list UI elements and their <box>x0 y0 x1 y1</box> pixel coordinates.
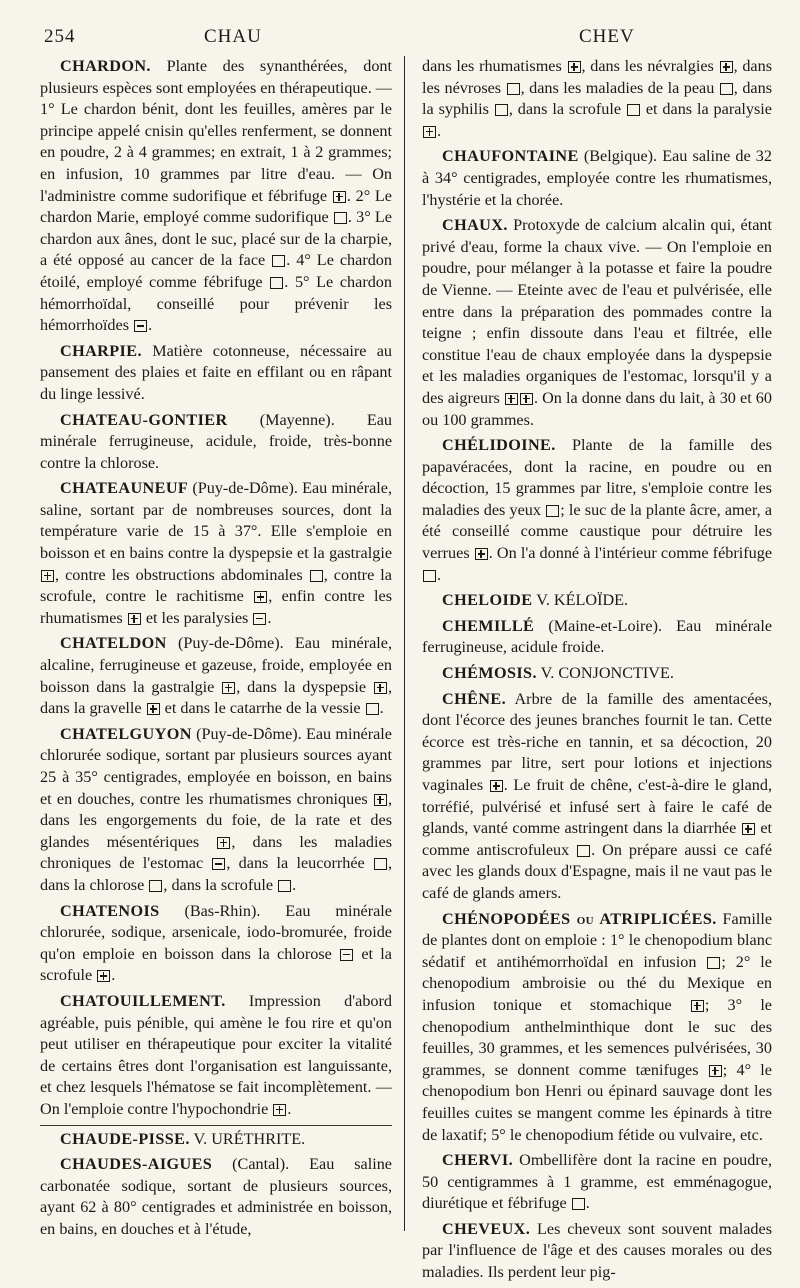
plus-box-icon <box>333 191 346 203</box>
entry-headword: CHÉNOPODÉES ou ATRIPLICÉES. <box>442 909 717 928</box>
empty-box-icon <box>366 703 379 715</box>
entry-text: V. CONJONCTIVE. <box>540 664 674 683</box>
entry-headword: CHELOIDE <box>442 591 533 610</box>
minus-box-icon <box>134 320 147 332</box>
empty-box-icon <box>507 83 520 95</box>
dictionary-entry <box>422 435 772 586</box>
entry-text: V. KÉLOÏDE. <box>536 591 629 610</box>
plus-box-icon <box>147 703 160 715</box>
plus-box-icon <box>273 1104 286 1116</box>
empty-box-icon <box>495 104 508 116</box>
entry-text: Plante des synanthérées, dont plusieurs espèces sont employées en thérapeutique. — 1° Le chardon bénit, dont les feuilles, amères par le principe appelé cnisin qu'elles renferment, se donnent en poudre, 2 à 4 grammes; en extrait, 1 à 2 grammes; en infusion, 10 grammes par litre d'eau. — On l'administre comme sudorifique et fébrifuge . 2° Le chardon Marie, employé comme sudorifique . 3° Le chardon aux ânes, dont le suc, placé sur de la charpie, a été opposé au cancer de la face . 4° Le chardon étoilé, employé comme fébrifuge . 5° Le chardon hémorrhoïdal, conseillé pour prévenir les hémorrhoïdes . <box>40 57 393 335</box>
plus-box-icon <box>254 591 267 603</box>
entry-text: Protoxyde de calcium alcalin qui, étant privé d'eau, forme la chaux vive. — On l'emploie en poudre, pour mélanger à la potasse et faire la poudre de Vienne. — Eteinte avec de l'eau et pulvérisée, elle entre dans la préparation des pommades contre la teigne ; enfin dissoute dans l'eau et filtrée, elle constitue l'eau de chaux employée dans la dyspepsie et les maladies organiques de l'estomac, lorsqu'il y a des aigreurs . On la donne dans du lait, à 30 et 60 ou 100 grammes. <box>422 216 773 429</box>
entry-headword: CHÉLIDOINE. <box>442 436 556 455</box>
dictionary-entry <box>40 478 392 629</box>
plus-box-icon <box>41 570 54 582</box>
plus-box-icon <box>709 1065 722 1077</box>
entry-headword: CHATENOIS <box>60 901 160 920</box>
dictionary-entry <box>422 616 772 659</box>
plus-box-icon <box>475 548 488 560</box>
plus-box-icon <box>691 1000 704 1012</box>
entry-text: Ombellifère dont la racine en poudre, 50 centigrammes à 1 gramme, est emménagogue, diurétique et fébrifuge . <box>422 1151 772 1213</box>
entry-headword: CHATEAUNEUF <box>60 479 189 498</box>
entry-headword: CHÊNE. <box>442 689 507 708</box>
plus-box-icon <box>742 823 755 835</box>
dictionary-entry <box>40 633 392 719</box>
entry-text: Famille de plantes dont on emploie : 1° le chenopodium blanc sédatif et antihémorrhoïdal en infusion ; 2° le chenopodium ambroisie ou thé du Mexique en infusion tonique et stomachique ; 3° le chenopodium anthelminthique dont le suc des feuilles, 30 grammes, et les semences pulvérisées, 30 grammes, se donnent comme tænifuges ; 4° le chenopodium bon Henri ou épinard sauvage dont les feuilles cuites se mangent comme les épinards à titre de laxatif; 5° le chenopodium fétide ou vulvaire, etc. <box>422 909 773 1144</box>
dictionary-entry <box>422 1219 772 1284</box>
dictionary-entry <box>422 146 772 211</box>
entry-text: (Puy-de-Dôme). Eau minérale chlorurée sodique, sortant par plusieurs sources ayant 25 à 35° centigrades, employée en boisson, en bains et en douches, contre les rhumatismes chroniques , dans les engorgements du foie, de la rate et des glandes mésentériques , dans les maladies chroniques de l'estomac , dans la leucorrhée , dans la chlorose , dans la scrofule . <box>40 724 393 894</box>
dictionary-entry <box>40 724 392 897</box>
entry-headword: CHATEAU-GONTIER <box>60 410 228 429</box>
empty-box-icon <box>423 570 436 582</box>
plus-box-icon <box>97 970 110 982</box>
dictionary-entry <box>40 56 392 337</box>
entry-headword: CHÉMOSIS. <box>442 664 537 683</box>
entry-text: dans les rhumatismes , dans les névralgies , dans les névroses , dans les maladies de la peau , dans la syphilis , dans la scrofule et dans la paralysie . <box>422 57 773 140</box>
entry-headword: CHEVEUX. <box>442 1219 531 1238</box>
plus-box-icon <box>568 61 581 73</box>
right-column <box>422 56 772 1288</box>
entry-headword: CHARPIE. <box>60 341 142 360</box>
page-number: 254 <box>44 26 76 47</box>
empty-box-icon <box>149 880 162 892</box>
dictionary-entry <box>40 1154 392 1240</box>
plus-box-icon <box>520 393 533 405</box>
dictionary-entry <box>40 1125 392 1151</box>
empty-box-icon <box>278 880 291 892</box>
entry-text: (Puy-de-Dôme). Eau minérale, alcaline, ferrugineuse et gazeuse, froide, employée en boisson dans la gastralgie , dans la dyspepsie , dans la gravelle et dans le catarrhe de la vessie . <box>40 634 392 718</box>
entry-headword: CHARDON. <box>60 57 151 75</box>
entry-headword: CHAUX. <box>442 216 508 235</box>
empty-box-icon <box>627 104 640 116</box>
plus-box-icon <box>490 780 503 792</box>
entry-text: (Bas-Rhin). Eau minérale chlorurée, sodique, arsenicale, iodo-bromurée, froide qu'on emploie en boisson dans la chlorose et la scrofule . <box>40 901 392 985</box>
entry-text: Impression d'abord agréable, puis pénible, qui amène le fou rire et qu'on peut utiliser en thérapeutique pour exciter la vitalité de certains êtres dont l'organisation est languissante, et chez lesquels l'hématose se fait incomplètement. — On l'emploie contre l'hypochondrie . <box>40 991 392 1118</box>
entry-headword: CHATELDON <box>60 634 167 653</box>
running-head-right: CHEV <box>579 26 635 47</box>
entry-headword: CHAUFONTAINE <box>442 147 579 166</box>
dictionary-entry <box>40 341 392 406</box>
left-column <box>40 56 392 1244</box>
entry-headword: CHERVI. <box>442 1151 514 1170</box>
empty-box-icon <box>334 212 347 224</box>
entry-headword: CHAUDE-PISSE. <box>60 1129 190 1148</box>
entry-headword: CHATOUILLEMENT. <box>60 991 226 1010</box>
empty-box-icon <box>577 845 590 857</box>
entry-text: Arbre de la famille des amentacées, dont l'écorce des jeunes branches fournit le tan. Cette écorce est très-riche en tannin, et sa décoction, 20 grammes par litre, sert pour lotions et injections vaginales . Le fruit de chêne, c'est-à-dire le gland, torréfié, pulvérisé et infusé sert à faire le café de glands, vanté comme astringent dans la diarrhée et comme antiscrofuleux . On prépare aussi ce café avec les glands doux d'Espagne, mais il ne vaut pas le café de glands amers. <box>422 689 773 902</box>
dictionary-entry <box>422 689 772 905</box>
entry-text: Matière cotonneuse, nécessaire au pansement des plaies et faite en effilant ou en râpant du linge lessivé. <box>40 341 393 403</box>
plus-box-icon <box>374 794 387 806</box>
minus-box-icon <box>340 949 353 961</box>
dictionary-entry <box>422 215 772 431</box>
empty-box-icon <box>272 255 285 267</box>
entry-headword: CHEMILLÉ <box>442 616 535 635</box>
page-header <box>44 26 762 52</box>
empty-box-icon <box>720 83 733 95</box>
empty-box-icon <box>707 957 720 969</box>
entry-text: (Puy-de-Dôme). Eau minérale, saline, sortant par de nombreuses sources, dont la température varie de 15 à 37°. Elle s'emploie en boisson et en bains contre la dyspepsie et la gastralgie , contre les obstructions abdominales , contre la scrofule, contre le rachitisme , enfin contre les rhumatismes et les paralysies . <box>40 479 393 627</box>
minus-box-icon <box>212 858 225 870</box>
empty-box-icon <box>270 277 283 289</box>
plus-box-icon <box>217 837 230 849</box>
minus-box-icon <box>253 613 266 625</box>
entry-text: Plante de la famille des papavéracées, dont la racine, en poudre ou en décoction, 15 grammes par litre, s'emploie contre les maladies des yeux ; le suc de la plante âcre, amer, a été conseillé comme caustique pour détruire les verrues . On l'a donné à l'intérieur comme fébrifuge . <box>422 436 773 584</box>
plus-box-icon <box>374 682 387 694</box>
dictionary-entry <box>422 590 772 612</box>
column-divider <box>404 56 405 1231</box>
running-head-left: CHAU <box>204 26 262 47</box>
empty-box-icon <box>374 858 387 870</box>
entry-text: (Belgique). Eau saline de 32 à 34° centigrades, employée contre les rhumatismes, l'hystérie et la chorée. <box>422 147 772 209</box>
empty-box-icon <box>572 1198 585 1210</box>
entry-text: (Maine-et-Loire). Eau minérale ferrugineuse, acidule froide. <box>422 616 773 657</box>
entry-headword: CHATELGUYON <box>60 724 192 743</box>
entry-text: (Mayenne). Eau minérale ferrugineuse, acidule, froide, très-bonne contre la chlorose. <box>40 410 392 472</box>
plus-box-icon <box>128 613 141 625</box>
empty-box-icon <box>546 505 559 517</box>
plus-box-icon <box>423 126 436 138</box>
empty-box-icon <box>310 570 323 582</box>
dictionary-entry <box>422 1150 772 1215</box>
entry-text: Les cheveux sont souvent malades par l'influence de l'âge et des causes morales ou des maladies. Ils perdent leur pig- <box>422 1219 772 1282</box>
dictionary-entry <box>40 901 392 987</box>
plus-box-icon <box>222 682 235 694</box>
plus-box-icon <box>720 61 733 73</box>
entry-headword: CHAUDES-AIGUES <box>60 1155 213 1174</box>
dictionary-entry <box>422 663 772 685</box>
dictionary-entry <box>422 909 772 1147</box>
dictionary-entry <box>40 991 392 1121</box>
entry-text: V. URÉTHRITE. <box>193 1129 306 1148</box>
entry-text: (Cantal). Eau saline carbonatée sodique, sortant de plusieurs sources, ayant 62 à 80° centigrades et administrée en boisson, en bains, en douches et à l'étude, <box>40 1155 392 1238</box>
dictionary-entry <box>422 56 772 142</box>
plus-box-icon <box>505 393 518 405</box>
dictionary-entry <box>40 410 392 475</box>
